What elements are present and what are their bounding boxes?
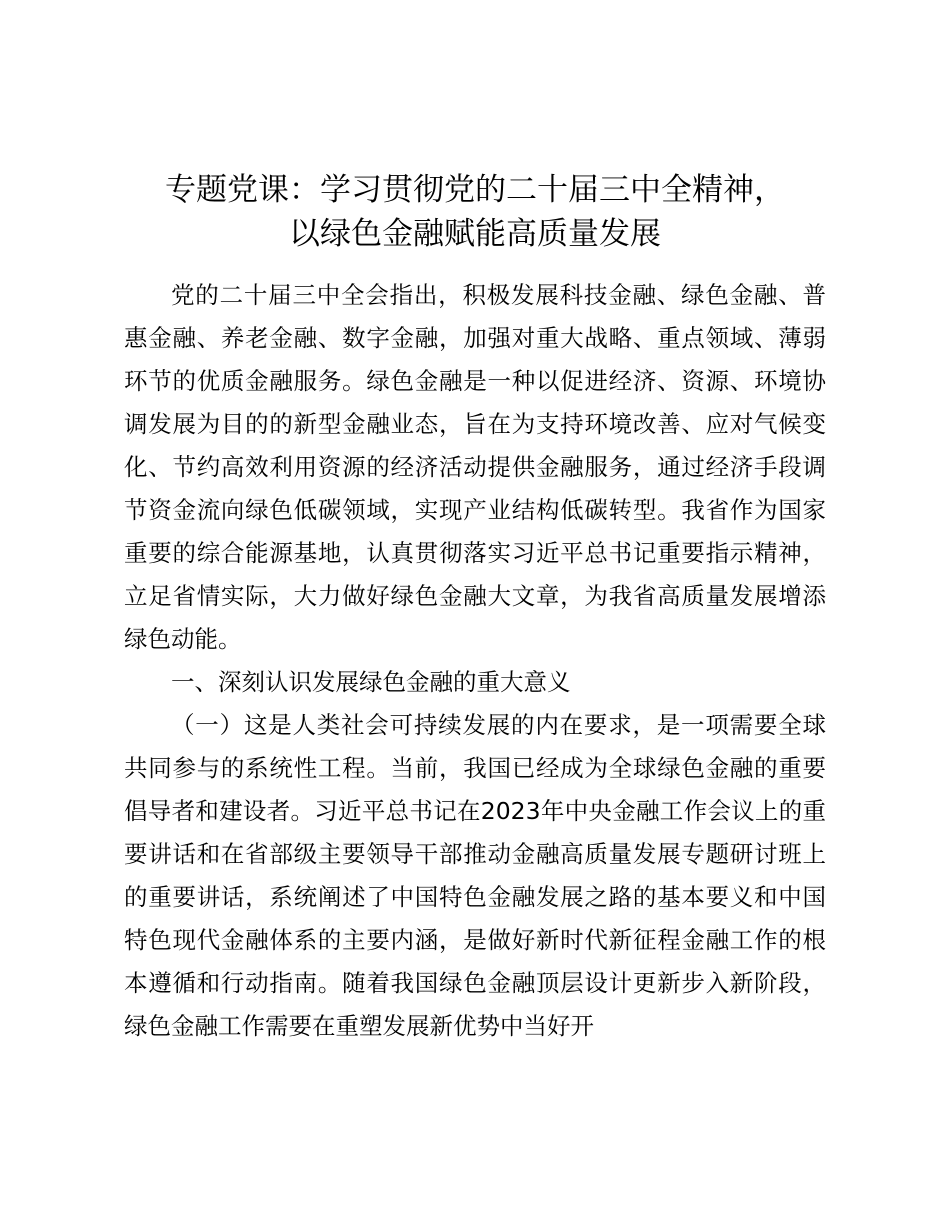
document-body [124, 274, 826, 1048]
document-title-line-2: 以绿色金融赋能高质量发展 [289, 216, 661, 252]
document-title [124, 168, 826, 256]
document-page [124, 168, 826, 1048]
document-title-line-1: 专题党课：学习贯彻党的二十届三中全精神， [165, 172, 785, 208]
section-heading: 一、深刻认识发展绿色金融的重大意义 [171, 668, 571, 696]
intro-paragraph: 党的二十届三中全会指出，积极发展科技金融、绿色金融、普惠金融、养老金融、数字金融，加强对重大战略、重点领域、薄弱环节的优质金融服务。绿色金融是一种以促进经济、资源、环境协调发展为目的的新型金融业态，旨在为支持环境改善、应对气候变化、节约高效利用资源的经济活动提供金融服务，通过经济手段调节资金流向绿色低碳领域，实现产业结构低碳转型。我省作为国家重要的综合能源基地，认真贯彻落实习近平总书记重要指示精神，立足省情实际，大力做好绿色金融大文章，为我省高质量发展增添绿色动能。 [124, 281, 826, 653]
section-paragraph: （一）这是人类社会可持续发展的内在要求，是一项需要全球共同参与的系统性工程。当前，我国已经成为全球绿色金融的重要倡导者和建设者。习近平总书记在2023年中央金融工作会议上的重要讲话和在省部级主要领导干部推动金融高质量发展专题研讨班上的重要讲话，系统阐述了中国特色金融发展之路的基本要义和中国特色现代金融体系的主要内涵，是做好新时代新征程金融工作的根本遵循和行动指南。随着我国绿色金融顶层设计更新步入新阶段，绿色金融工作需要在重塑发展新优势中当好开 [124, 711, 826, 1040]
